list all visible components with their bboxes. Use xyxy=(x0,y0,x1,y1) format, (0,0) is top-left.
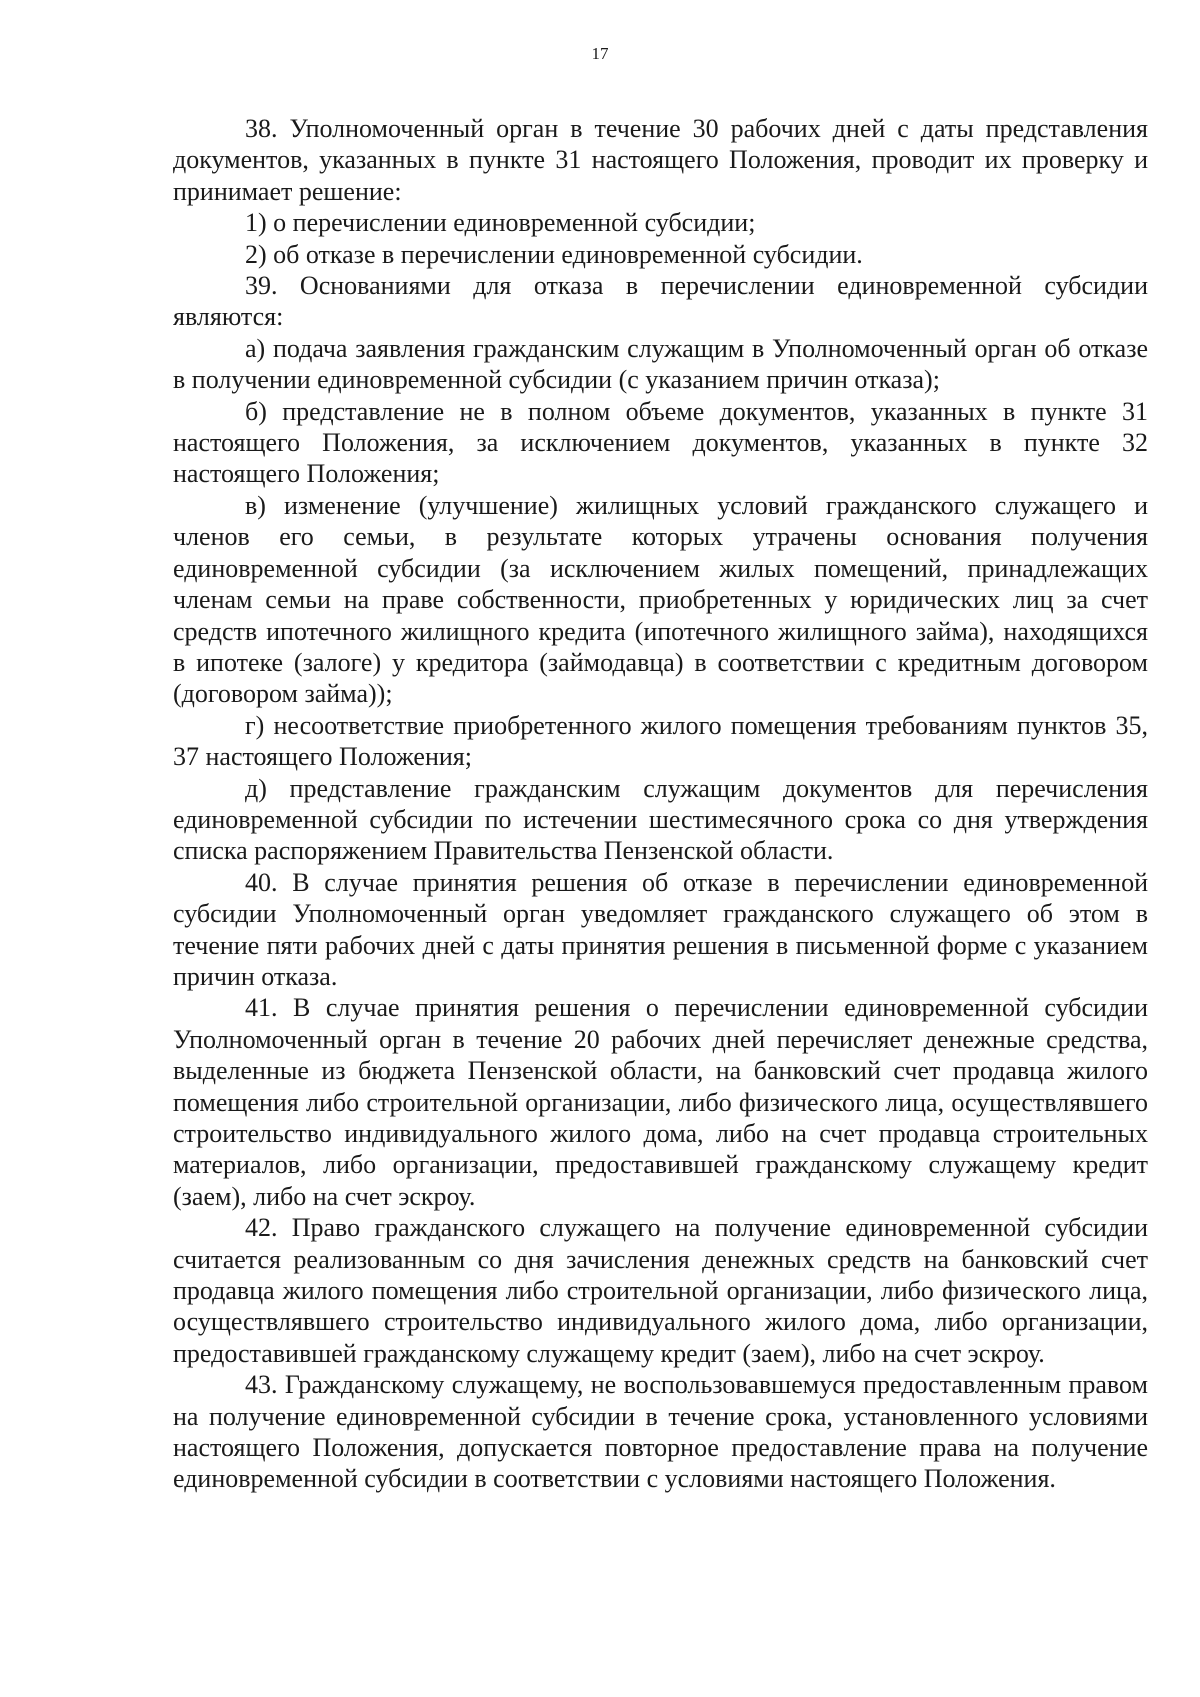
paragraph-43: 43. Гражданскому служащему, не воспользовавшемуся предоставленным правом на получение единовременной субсидии в течение срока, установленного условиями настоящего Положения, допускается повторное предоставление права на получение единовременной субсидии в соответствии с условиями настоящего Положения. xyxy=(173,1370,1148,1494)
paragraph-38: 38. Уполномоченный орган в течение 30 рабочих дней с даты представления документов, указанных в пункте 31 настоящего Положения, проводит их проверку и принимает решение: xyxy=(173,114,1148,206)
list-item-b: б) представление не в полном объеме документов, указанных в пункте 31 настоящего Положения, за исключением документов, указанных в пункте 32 настоящего Положения; xyxy=(173,396,1148,489)
list-item-v: в) изменение (улучшение) жилищных условий гражданского служащего и членов его семьи, в результате которых утрачены основания получения единовременной субсидии (за исключением жилых помещений, принадлежащих членам семьи на праве собственности, приобретенных у юридических лиц за счет средств ипотечного жилищного кредита (ипотечного жилищного займа), находящихся в ипотеке (залоге) у кредитора (займодавца) в соответствии с кредитным договором (договором займа)); xyxy=(173,490,1148,709)
paragraph-40: 40. В случае принятия решения об отказе в перечислении единовременной субсидии Уполномоченный орган уведомляет гражданского служащего об этом в течение пяти рабочих дней с даты принятия решения в письменной форме с указанием причин отказа. xyxy=(173,867,1148,991)
paragraph-39: 39. Основаниями для отказа в перечислении единовременной субсидии являются: xyxy=(173,271,1148,332)
list-item-g: г) несоответствие приобретенного жилого помещения требованиям пунктов 35, 37 настоящего Положения; xyxy=(173,710,1148,772)
list-item-a: а) подача заявления гражданским служащим в Уполномоченный орган об отказе в получении единовременной субсидии (с указанием причин отказа); xyxy=(173,333,1148,395)
document-body xyxy=(173,113,1148,1495)
paragraph-42: 42. Право гражданского служащего на получение единовременной субсидии считается реализованным со дня зачисления денежных средств на банковский счет продавца жилого помещения либо строительной организации, либо физического лица, осуществлявшего строительство индивидуального жилого дома, либо организации, предоставившей гражданскому служащему кредит (заем), либо на счет эскроу. xyxy=(173,1213,1148,1368)
list-item-1: 1) о перечислении единовременной субсидии; xyxy=(245,208,756,238)
list-item-d: д) представление гражданским служащим документов для перечисления единовременной субсидии по истечении шестимесячного срока со дня утверждения списка распоряжением Правительства Пензенской области. xyxy=(173,773,1148,866)
list-item-2: 2) об отказе в перечислении единовременной субсидии. xyxy=(245,239,863,269)
page-number: 17 xyxy=(591,44,609,63)
paragraph-41: 41. В случае принятия решения о перечислении единовременной субсидии Уполномоченный орган в течение 20 рабочих дней перечисляет денежные средства, выделенные из бюджета Пензенской области, на банковский счет продавца жилого помещения либо строительной организации, либо физического лица, осуществлявшего строительство индивидуального жилого дома, либо на счет продавца строительных материалов, либо организации, предоставившей гражданскому служащему кредит (заем), либо на счет эскроу. xyxy=(173,993,1148,1211)
